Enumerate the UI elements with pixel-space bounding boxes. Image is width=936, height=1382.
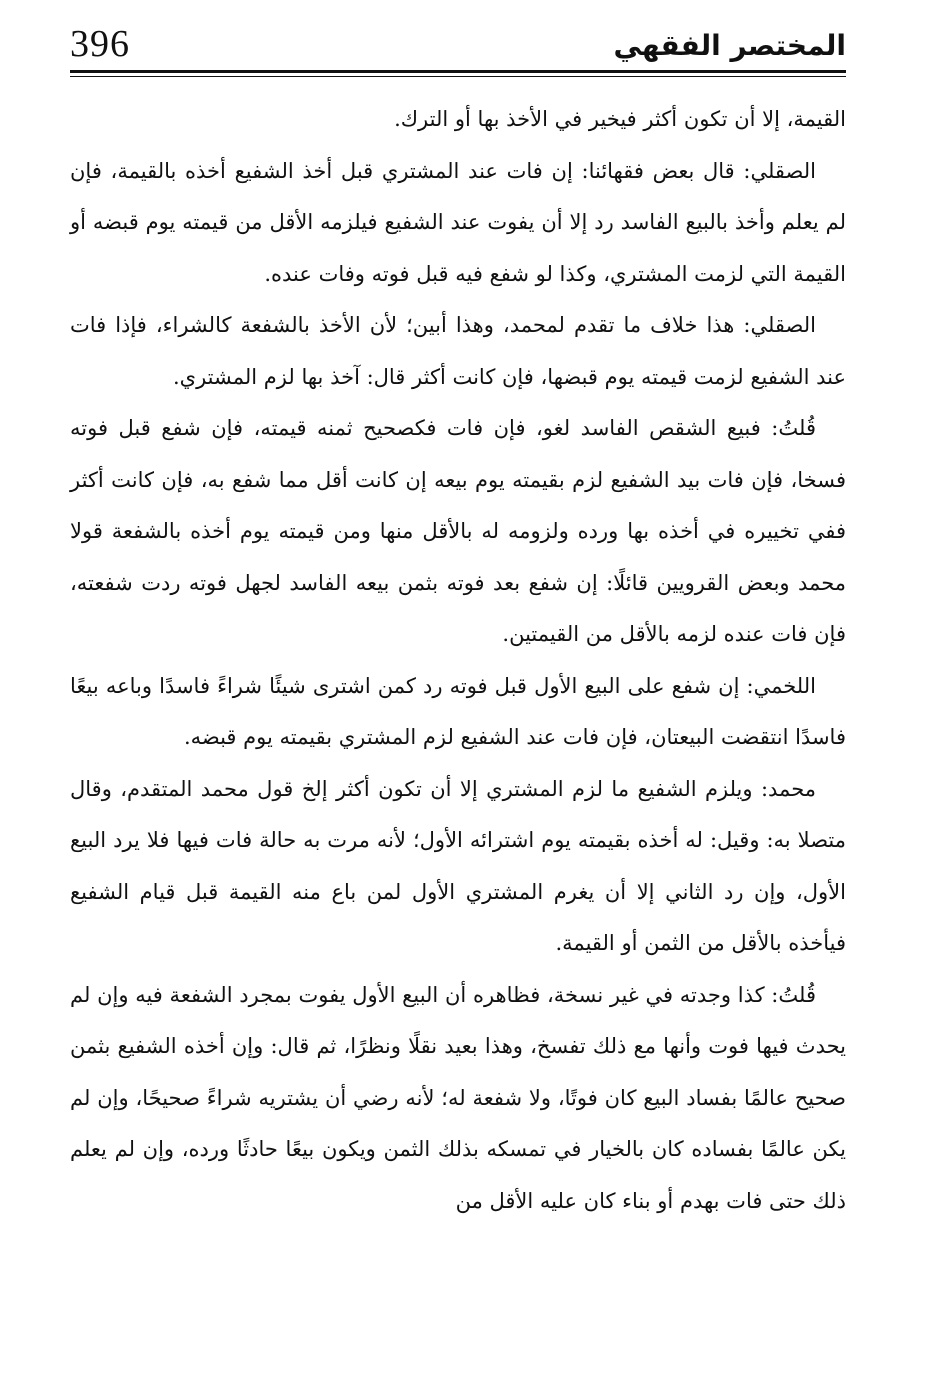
running-title: المختصر الفقهي xyxy=(613,29,846,62)
paragraph: اللخمي: إن شفع على البيع الأول قبل فوته رد كمن اشترى شيئًا شراءً فاسدًا وباعه بيعًا فاسدًا انتقضت البيعتان، فإن فات عند الشفيع لزم المشتري بقيمته يوم قبضه. xyxy=(70,673,846,749)
header-rule-thin xyxy=(70,76,846,77)
page-header xyxy=(70,20,846,70)
paragraph: قُلتُ: كذا وجدته في غير نسخة، فظاهره أن البيع الأول يفوت بمجرد الشفعة فيه وإن لم يحدث فيها فوت وأنها مع ذلك تفسخ، وهذا بعيد نقلًا ونظرًا، ثم قال: وإن أخذه الشفيع بثمن صحيح عالمًا بفساد البيع كان فوتًا، ولا شفعة له؛ لأنه رضي أن يشتريه شراءً صحيحًا، وإن لم يكن عالمًا بفساده كان بالخيار في تمسكه بذلك الثمن ويكون بيعًا حادثًا ورده، وإن لم يعلم ذلك حتى فات بهدم أو بناء كان عليه الأقل من xyxy=(70,982,846,1213)
paragraph: الصقلي: قال بعض فقهائنا: إن فات عند المشتري قبل أخذ الشفيع أخذه بالقيمة، فإن لم يعلم وأخذ بالبيع الفاسد رد إلا أن يفوت عند الشفيع فيلزمه الأقل من قيمته يوم قبضه أو القيمة التي لزمت المشتري، وكذا لو شفع فيه قبل فوته وفات عنده. xyxy=(70,158,846,286)
paragraph: محمد: ويلزم الشفيع ما لزم المشتري إلا أن تكون أكثر إلخ قول محمد المتقدم، وقال متصلا به: وقيل: له أخذه بقيمته يوم اشترائه الأول؛ لأنه مرت به حالة فات فيها فلا يرد البيع الأول، وإن رد الثاني إلا أن يغرم المشتري الأول لمن باع منه القيمة قبل قيام الشفيع فيأخذه بالأقل من الثمن أو القيمة. xyxy=(70,776,846,955)
header-rule xyxy=(70,70,846,73)
page-number: 396 xyxy=(70,23,130,65)
paragraph: قُلتُ: فبيع الشقص الفاسد لغو، فإن فات فكصحيح ثمنه قيمته، فإن شفع قبل فوته فسخا، فإن فات بيد الشفيع لزم بقيمته يوم بيعه إن كانت أقل مما شفع به، فإن كانت أكثر ففي تخييره في أخذه بها ورده ولزومه له بالأقل منها ومن قيمته يوم أخذه بالشفعة قولا محمد وبعض القرويين قائلًا: إن شفع بعد فوته بثمن بيعه الفاسد لجهل فوته ردت شفعته، فإن فات عنده لزمه بالأقل من القيمتين. xyxy=(70,416,846,646)
body-text xyxy=(70,94,846,1227)
paragraph: القيمة، إلا أن تكون أكثر فيخير في الأخذ بها أو الترك. xyxy=(394,107,846,131)
paragraph: الصقلي: هذا خلاف ما تقدم لمحمد، وهذا أبين؛ لأن الأخذ بالشفعة كالشراء، فإذا فات عند الشفيع لزمت قيمته يوم قبضها، فإن كانت أكثر قال: آخذ بها لزم المشتري. xyxy=(70,313,846,389)
